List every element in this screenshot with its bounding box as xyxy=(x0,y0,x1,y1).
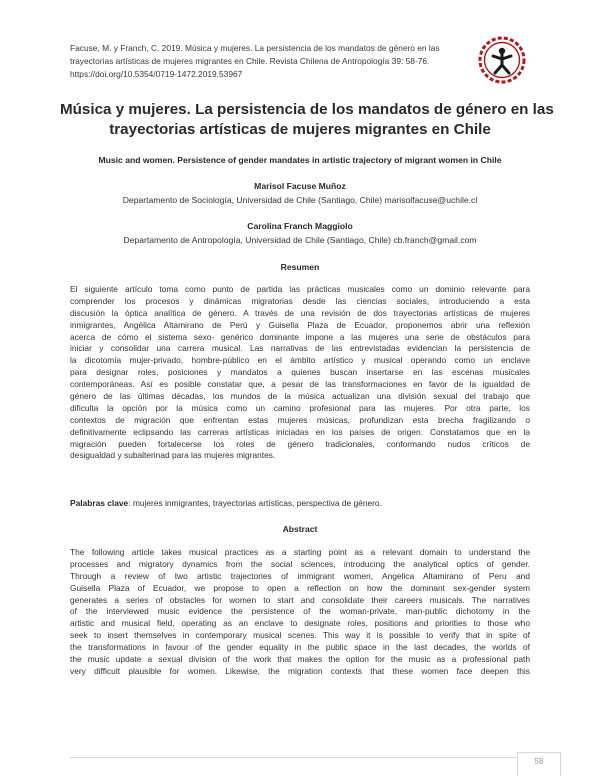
resumen-line: migración pueden fortalecerse los roles de género tradicionales, conformando nudos críticos de xyxy=(70,438,530,449)
resumen-line: comprender los procesos y dinámicas migratorias desde las ciencias sociales, introduciendo a esta xyxy=(70,295,530,306)
abstract-line: The following article takes musical practices as a starting point as a relevant domain to understand the xyxy=(70,547,530,557)
english-title: Music and women. Persistence of gender mandates in artistic trajectory of migrant women in Chile xyxy=(98,155,502,165)
abstract-paragraph xyxy=(70,547,530,678)
resumen-line: la dicotomía mujer-privado, hombre-público en el ámbito artístico y musical operando como un enclave xyxy=(70,355,530,366)
resumen-line: acerca de cómo el sistema sexo- genérico dominante impone a las mujeres una serie de obstáculos para xyxy=(70,331,530,342)
resumen-line: desigualdad y subalterinad para las mujeres migrantes. xyxy=(70,450,276,461)
title-line: trayectorias artísticas de mujeres migrantes en Chile xyxy=(109,121,491,138)
resumen-line: inmigrantes, Angélica Altamirano de Perú y Guisella Plaza de Ecuador, proponemos abrir una reflexión xyxy=(70,319,530,330)
abstract-line: very difficult plausible for women. Likewise, the migration contexts that these women face deepen this xyxy=(70,665,530,676)
resumen-line: contextos de migración que enfrentan estas mujeres músicas, profundizan esta brecha fragilizando o xyxy=(70,414,530,425)
resumen-line: discusión la óptica analítica de género. A través de una revisión de dos trayectorias artísticas de mujeres xyxy=(70,307,530,318)
journal-logo-icon xyxy=(478,36,526,84)
title-line: Música y mujeres. La persistencia de los mandatos de género en las xyxy=(60,101,554,118)
abstract-line: Guisella Plaza of Ecuador, we propose to open a reflection on how the dominant sex-gender system xyxy=(70,582,530,593)
author-name: Carolina Franch Maggiolo xyxy=(247,221,353,231)
resumen-paragraph xyxy=(70,284,530,462)
footer-divider xyxy=(70,757,516,758)
abstract-line: the music update a sexual division of the work that makes the option for the music as a professional path xyxy=(70,654,530,665)
citation-doi: https://doi.org/10.5354/0719-1472.2019.53967 xyxy=(70,69,243,79)
keywords xyxy=(70,498,530,508)
keywords-text: : mujeres inmigrantes, trayectorias artísticas, perspectiva de género. xyxy=(128,498,382,508)
citation-line: trayectorias artísticas de mujeres migrantes en Chile. Revista Chilena de Antropología 39: 58-76. xyxy=(70,56,430,66)
abstract-line: artistic and musical field, operating as an enclave to designate roles, positions and priorities to those who xyxy=(70,618,530,629)
resumen-line: género de las últimas décadas, los mundos de la música actualizan una división sexual del trabajo que xyxy=(70,391,530,402)
abstract-line: the transformations in favour of the gender equality in the public space in the last decades, the worlds of xyxy=(70,642,530,653)
article-title xyxy=(60,100,554,140)
resumen-line: contemporáneas. Así es posible constatar que, a pesar de las transformaciones en favor de la igualdad de xyxy=(70,379,530,390)
resumen-line: iniciar y consolidar una carrera musical. Las narrativas de las entrevistadas evidencian la persistencia de xyxy=(70,343,530,354)
resumen-heading: Resumen xyxy=(280,262,320,272)
abstract-line: of the interviewed music evidence the persistence of the woman-private, man-public dichotomy in the xyxy=(70,606,530,617)
abstract-line: Through a review of two artistic trajectories of immigrant women, Angelica Altamirano of Peru and xyxy=(70,570,530,581)
abstract-line: processes and migratory dynamics from the social sciences, introducing the analytical optics of gender. xyxy=(70,558,530,569)
citation-line: Facuse, M. y Franch, C. 2019. Música y mujeres. La persistencia de los mandatos de género en las xyxy=(70,43,440,53)
author-affiliation: Departamento de Sociología, Universidad de Chile (Santiago, Chile) marisolfacuse@uchile.cl xyxy=(122,195,478,205)
author-name: Marisol Facuse Muñoz xyxy=(254,181,346,191)
resumen-line: definitivamente eclipsando las carreras artísticas iniciadas en los países de origen. Constatamos que en la xyxy=(70,426,530,437)
abstract-heading: Abstract xyxy=(282,524,318,534)
resumen-line: dificulta la opción por la música como un camino profesional para las mujeres. Por otra parte, los xyxy=(70,402,530,413)
author-affiliation: Departamento de Antropología, Universidad de Chile (Santiago, Chile) cb.franch@gmail.com xyxy=(123,235,477,245)
page-number: 58 xyxy=(517,752,561,776)
citation-block xyxy=(70,42,465,81)
abstract-line: generates a series of obstacles for women to start and consolidate their careers musicals. The narratives xyxy=(70,594,530,605)
resumen-line: El siguiente artículo toma como punto de partida las prácticas musicales como un dominio relevante para xyxy=(70,284,530,294)
resumen-line: para designar roles, posiciones y mandatos a quienes buscan insertarse en las escenas musicales xyxy=(70,367,530,378)
keywords-label: Palabras clave xyxy=(70,498,129,508)
abstract-line: seek to insert themselves in contemporary musical scenes. This way it is possible to verify that in spite of xyxy=(70,630,530,641)
